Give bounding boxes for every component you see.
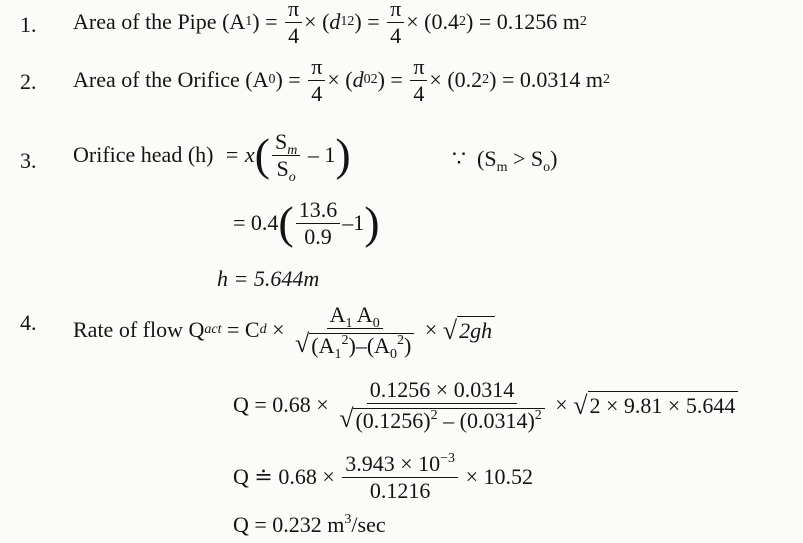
item-2-equation: Area of the Orifice (A 0 ) = $\frac{\pi}{4}$ × ( d 0 2 ) = $\frac{\pi}{4}$ × (0.2 2 ) = 0.0314 m 2 — [73, 53, 611, 106]
because-symbol: ∵ — [452, 146, 466, 171]
item-2-number: 2. — [20, 69, 37, 94]
item-3-line-2: = 0.4 ( $\frac{13.6}{0.9}$ –1 ) — [233, 196, 380, 249]
item-3-line-3: h = 5.644m — [217, 266, 320, 291]
item-4-label: Rate of flow Q — [73, 317, 205, 342]
item-1-result: = 0.1256 m — [478, 9, 580, 34]
pi-over-4: $\frac{\pi}{4}$ — [285, 0, 302, 47]
item-3-label: Orifice head (h) — [73, 142, 214, 167]
item-3-condition: ∵ $(S_m > S_o)$ — [452, 146, 558, 175]
item-1-equation: Area of the Pipe (A 1 ) = $\frac{\pi}{4}$ × ( d 1 2 ) = $\frac{\pi}{4}$ × (0.4 2 ) = 0.1256 m 2 — [73, 0, 587, 44]
item-1-number: 1. — [20, 12, 37, 37]
item-4-line-2: Q = 0.68 × 0.1256 × 0.0314 √ $(0.1256)^2 - (0.0314)^2$ × √ 2 × 9.81 × 5.644 — [233, 368, 738, 442]
item-2-result: = 0.0314 m — [502, 67, 604, 92]
item-1-label: Area of the Pipe — [73, 9, 217, 34]
item-4-number: 4. — [20, 310, 37, 335]
item-4-equation: Rate of flow Q act = C d × $A_1$ $A_0$ √ $(A_1^2)-(A_0^2)$ × √ 2gh — [73, 296, 495, 364]
item-3-number: 3. — [20, 148, 37, 173]
item-2-label: Area of the Orifice — [73, 67, 240, 92]
item-3-equation: Orifice head (h) = x ( $\frac{S_m}{S_o}$ – 1 ) — [73, 128, 351, 185]
flow-fraction: $A_1$ $A_0$ √ $(A_1^2)-(A_0^2)$ — [292, 304, 417, 357]
item-4-line-4: Q = 0.232 $m^3/\sec$ — [233, 512, 386, 537]
item-4-line-3: Q ≐ 0.68 × $\frac{3.943 \times 10^{-3}}{0.1216}$ × 10.52 — [233, 450, 533, 503]
sm-over-so: $\frac{S_m}{S_o}$ — [272, 131, 300, 180]
